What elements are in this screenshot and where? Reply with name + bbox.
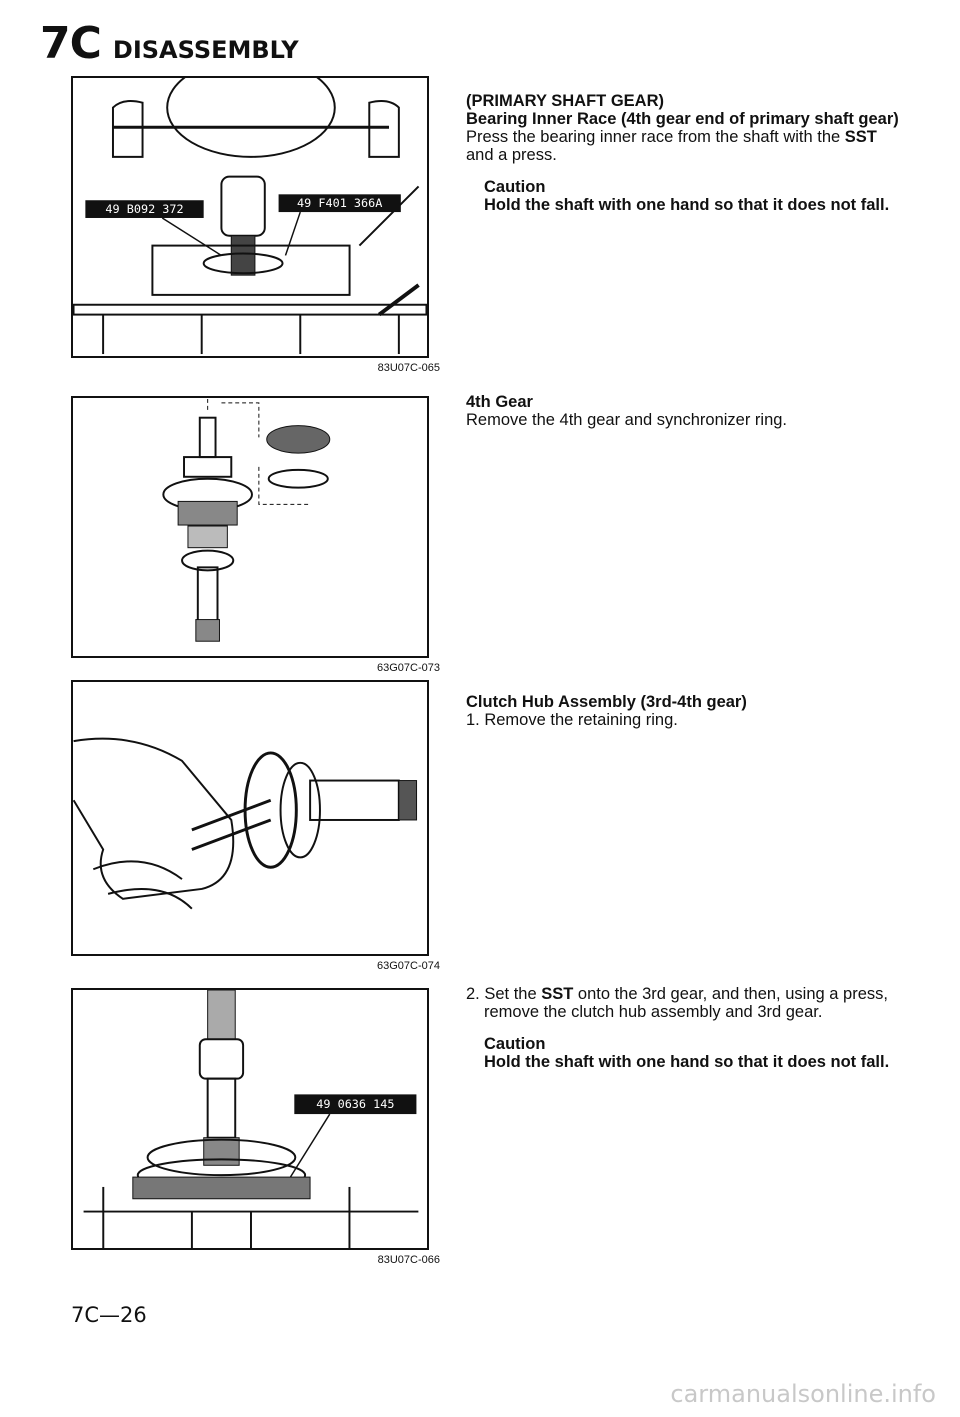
primary-body: Press the bearing inner race from the shaft with the SST and a press. xyxy=(466,128,877,164)
tool-label-3: 49 0636 145 xyxy=(316,1097,395,1112)
primary-subtitle: Bearing Inner Race (4th gear end of primary shaft gear) xyxy=(466,110,899,128)
tool-label-1: 49 B092 372 xyxy=(105,202,184,217)
watermark: carmanualsonline.info xyxy=(670,1380,936,1408)
step2-body: 2. Set the SST onto the 3rd gear, and then, using a press, remove the clutch hub assembly and 3rd gear. xyxy=(466,985,888,1021)
figure-code: 83U07C-066 xyxy=(377,1254,440,1266)
caution-label: Caution xyxy=(484,178,546,196)
figure-code: 63G07C-074 xyxy=(377,960,440,972)
clutch-hub-title: Clutch Hub Assembly (3rd-4th gear) xyxy=(466,693,747,711)
caution-label: Caution xyxy=(484,1035,546,1053)
shaft-4th-gear-illustration xyxy=(73,398,427,656)
clutch-hub-section xyxy=(466,693,906,729)
figure-4th-gear xyxy=(71,396,429,658)
figure-retaining-ring xyxy=(71,680,429,956)
figure-bearing-press xyxy=(71,76,429,358)
caution-text: Hold the shaft with one hand so that it does not fall. xyxy=(484,1053,890,1071)
section-title: DISASSEMBLY xyxy=(112,36,299,64)
step2-caution xyxy=(466,1035,906,1071)
fourth-gear-section xyxy=(466,393,906,429)
figure-code: 83U07C-065 xyxy=(377,362,440,374)
primary-caution xyxy=(466,178,906,214)
caution-text: Hold the shaft with one hand so that it does not fall. xyxy=(484,196,890,214)
retaining-ring-illustration xyxy=(73,682,427,954)
page-number: 7C—26 xyxy=(71,1303,147,1327)
figure-code: 63G07C-073 xyxy=(377,662,440,674)
bearing-press-illustration xyxy=(73,78,427,356)
page-header xyxy=(40,18,299,69)
tool-label-2: 49 F401 366A xyxy=(297,196,383,211)
chapter-code: 7C xyxy=(40,18,101,69)
figure-clutch-hub-press xyxy=(71,988,429,1250)
primary-title: (PRIMARY SHAFT GEAR) xyxy=(466,92,664,110)
primary-shaft-section xyxy=(466,92,906,214)
clutch-hub-press-illustration xyxy=(73,990,427,1248)
clutch-hub-step1: 1. Remove the retaining ring. xyxy=(466,711,678,729)
step2-section xyxy=(466,985,906,1071)
fourth-gear-body: Remove the 4th gear and synchronizer ring. xyxy=(466,411,788,429)
fourth-gear-title: 4th Gear xyxy=(466,393,533,411)
